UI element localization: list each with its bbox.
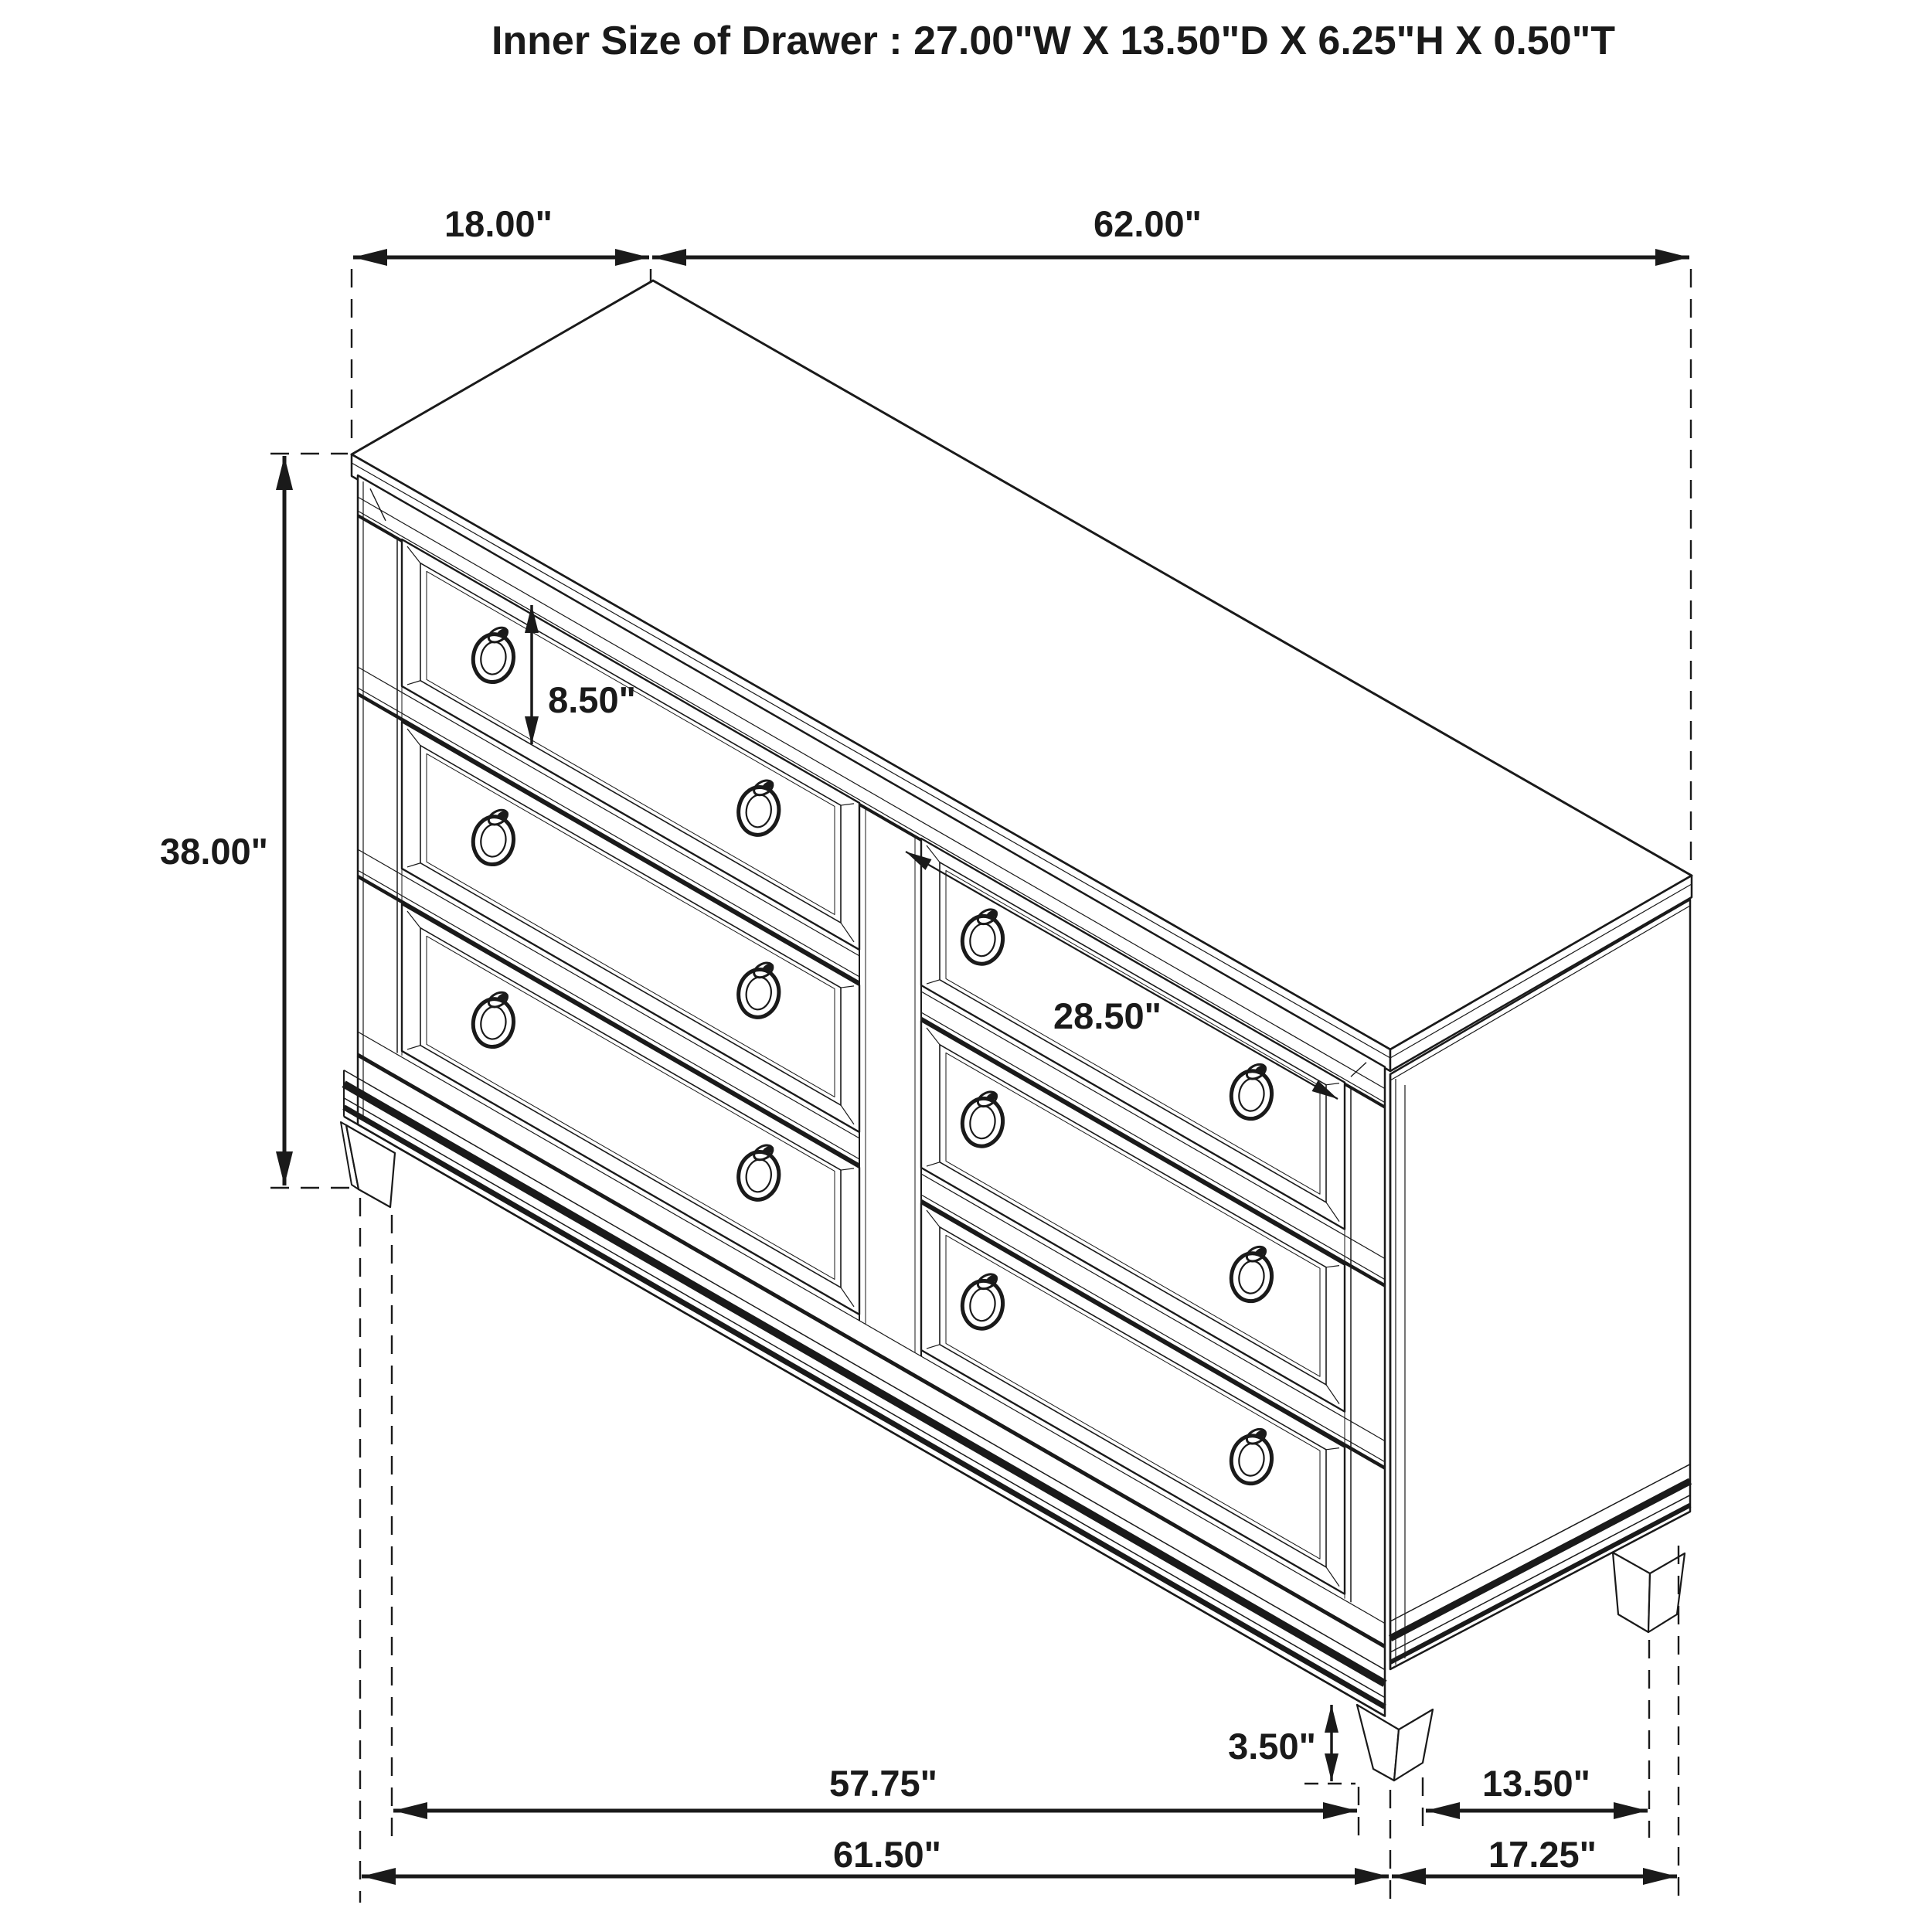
dim-label-drawer-front-height: 8.50" — [548, 679, 636, 720]
dim-label-leg-height: 3.50" — [1228, 1726, 1316, 1767]
dim-label-front-width-between-legs: 57.75" — [829, 1763, 937, 1804]
dim-label-top-width: 62.00" — [1094, 203, 1202, 244]
dim-label-side-depth-between-legs: 13.50" — [1482, 1763, 1590, 1804]
dim-label-side-depth-overall: 17.25" — [1488, 1834, 1597, 1875]
diagram-title: Inner Size of Drawer : 27.00"W X 13.50"D X 6.25"H X 0.50"T — [491, 19, 1616, 63]
dresser-line-art — [270, 249, 1692, 1903]
dim-label-front-width-overall: 61.50" — [833, 1834, 941, 1875]
dim-label-drawer-width: 28.50" — [1053, 995, 1162, 1036]
dim-label-top-depth: 18.00" — [444, 203, 553, 244]
dim-label-overall-height: 38.00" — [160, 831, 268, 872]
